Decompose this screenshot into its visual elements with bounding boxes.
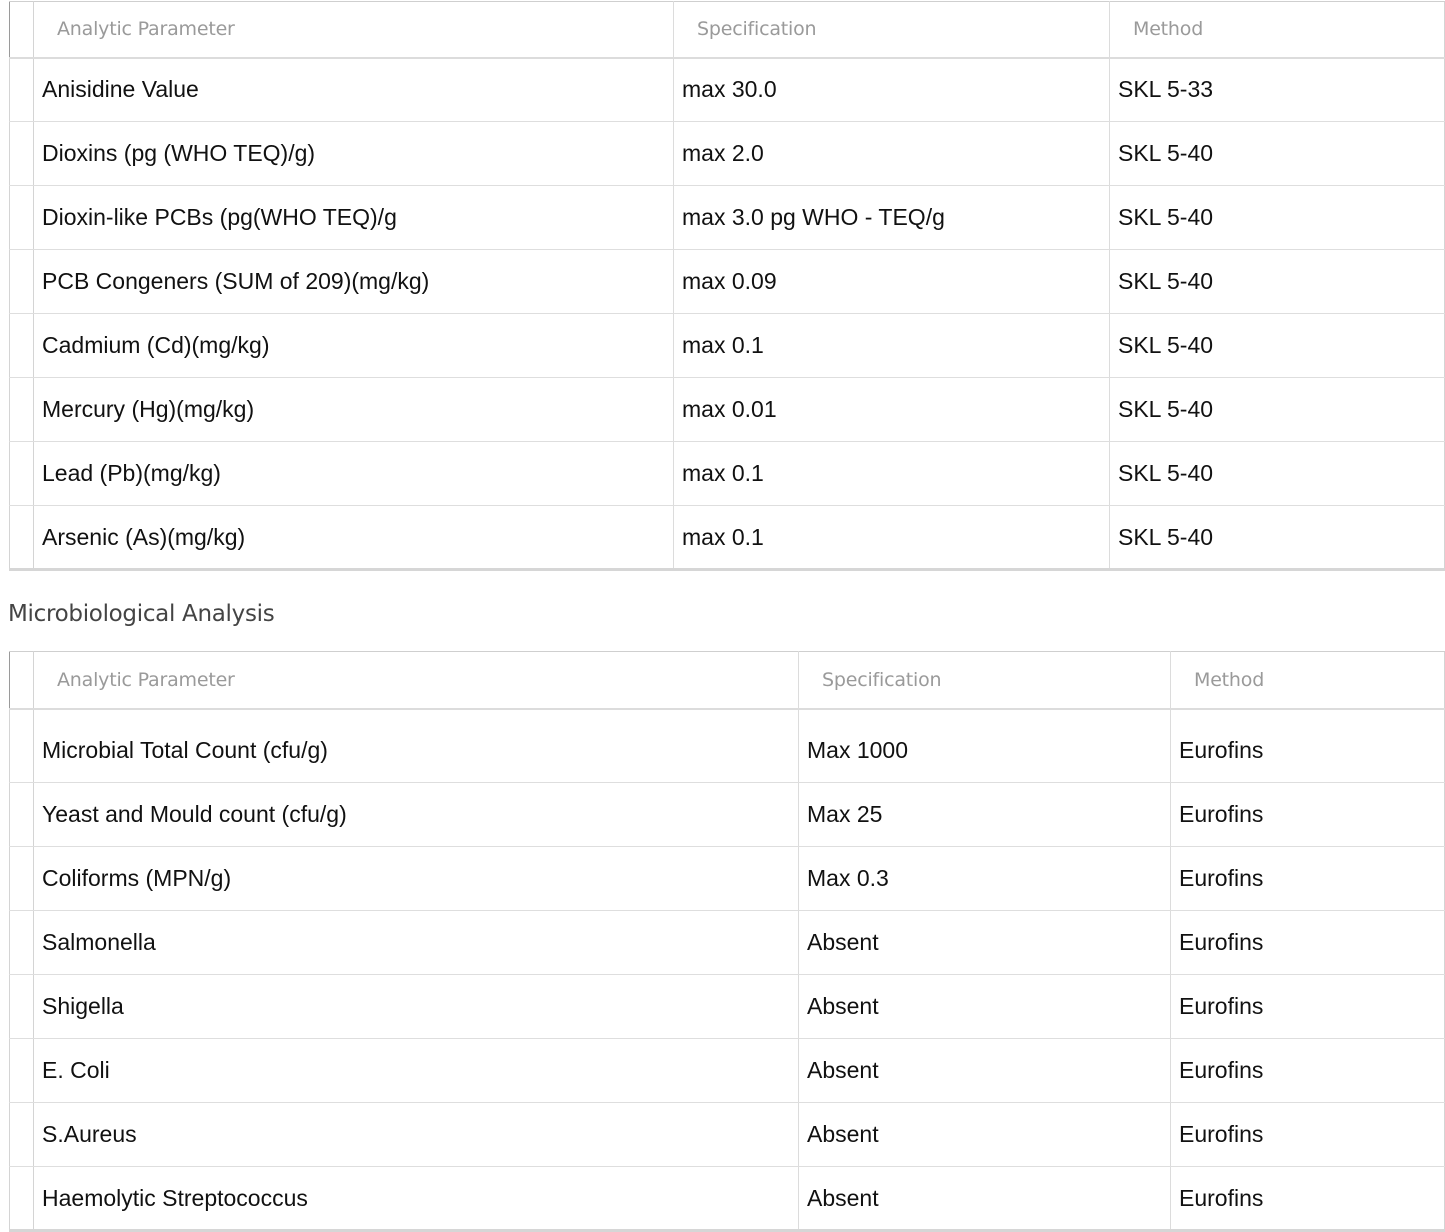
contaminants-table [9,1,1445,571]
column-header-parameter[interactable]: Analytic Parameter [34,2,674,58]
cell-specification: Absent [799,1103,1171,1167]
row-gutter [10,1103,34,1167]
cell-method: SKL 5-40 [1110,314,1445,378]
section-heading-microbiological: Microbiological Analysis [8,601,275,627]
cell-specification: Absent [799,975,1171,1039]
cell-method: SKL 5-40 [1110,250,1445,314]
table-row [10,1103,1445,1167]
table-row [10,378,1445,442]
table-row [10,911,1445,975]
cell-parameter: S.Aureus [34,1103,799,1167]
table-row [10,975,1445,1039]
cell-method: SKL 5-40 [1110,378,1445,442]
row-gutter [10,847,34,911]
row-gutter [10,1039,34,1103]
cell-specification: Absent [799,1039,1171,1103]
cell-parameter: Shigella [34,975,799,1039]
cell-specification: Max 25 [799,783,1171,847]
cell-method: SKL 5-40 [1110,506,1445,570]
column-header-specification[interactable]: Specification [799,652,1171,709]
cell-method: Eurofins [1171,1039,1445,1103]
cell-specification: Absent [799,1167,1171,1231]
cell-specification: max 3.0 pg WHO - TEQ/g [674,186,1110,250]
cell-method: Eurofins [1171,975,1445,1039]
cell-specification: Max 0.3 [799,847,1171,911]
cell-method: Eurofins [1171,1103,1445,1167]
table-row [10,122,1445,186]
column-header-method[interactable]: Method [1171,652,1445,709]
table-row [10,847,1445,911]
row-gutter [10,652,34,709]
table-row [10,250,1445,314]
spacer-cell [1171,709,1445,719]
cell-parameter: Haemolytic Streptococcus [34,1167,799,1231]
cell-method: SKL 5-40 [1110,186,1445,250]
row-gutter [10,783,34,847]
table-row [10,186,1445,250]
column-header-parameter[interactable]: Analytic Parameter [34,652,799,709]
cell-parameter: Cadmium (Cd)(mg/kg) [34,314,674,378]
row-gutter [10,719,34,783]
row-gutter [10,122,34,186]
cell-parameter: Dioxins (pg (WHO TEQ)/g) [34,122,674,186]
cell-specification: max 0.1 [674,442,1110,506]
row-gutter [10,314,34,378]
row-gutter [10,378,34,442]
cell-method: SKL 5-40 [1110,442,1445,506]
table-row [10,719,1445,783]
row-gutter [10,58,34,122]
cell-method: Eurofins [1171,1167,1445,1231]
table-header-row [10,652,1445,709]
row-gutter [10,442,34,506]
spacer-cell [34,709,799,719]
row-gutter [10,709,34,719]
cell-specification: max 0.1 [674,506,1110,570]
cell-method: SKL 5-40 [1110,122,1445,186]
cell-method: Eurofins [1171,847,1445,911]
cell-parameter: Dioxin-like PCBs (pg(WHO TEQ)/g [34,186,674,250]
cell-method: Eurofins [1171,783,1445,847]
cell-parameter: Arsenic (As)(mg/kg) [34,506,674,570]
table-row [10,1039,1445,1103]
cell-parameter: Lead (Pb)(mg/kg) [34,442,674,506]
cell-parameter: E. Coli [34,1039,799,1103]
table-row [10,314,1445,378]
cell-specification: max 0.01 [674,378,1110,442]
table-row [10,58,1445,122]
cell-specification: max 2.0 [674,122,1110,186]
table-spacer-row [10,709,1445,719]
cell-parameter: Microbial Total Count (cfu/g) [34,719,799,783]
cell-method: Eurofins [1171,911,1445,975]
cell-specification: max 0.1 [674,314,1110,378]
row-gutter [10,2,34,58]
cell-parameter: Coliforms (MPN/g) [34,847,799,911]
spacer-cell [799,709,1171,719]
table-row [10,442,1445,506]
row-gutter [10,250,34,314]
table-header-row [10,2,1445,58]
cell-method: Eurofins [1171,719,1445,783]
cell-parameter: Mercury (Hg)(mg/kg) [34,378,674,442]
table-row [10,783,1445,847]
row-gutter [10,1167,34,1231]
cell-specification: Max 1000 [799,719,1171,783]
column-header-specification[interactable]: Specification [674,2,1110,58]
cell-specification: max 0.09 [674,250,1110,314]
microbiological-table [9,651,1445,1232]
cell-parameter: PCB Congeners (SUM of 209)(mg/kg) [34,250,674,314]
cell-method: SKL 5-33 [1110,58,1445,122]
cell-parameter: Anisidine Value [34,58,674,122]
cell-parameter: Yeast and Mould count (cfu/g) [34,783,799,847]
table-row [10,1167,1445,1231]
row-gutter [10,186,34,250]
row-gutter [10,506,34,570]
cell-specification: max 30.0 [674,58,1110,122]
row-gutter [10,975,34,1039]
cell-specification: Absent [799,911,1171,975]
table-row [10,506,1445,570]
cell-parameter: Salmonella [34,911,799,975]
row-gutter [10,911,34,975]
column-header-method[interactable]: Method [1110,2,1445,58]
